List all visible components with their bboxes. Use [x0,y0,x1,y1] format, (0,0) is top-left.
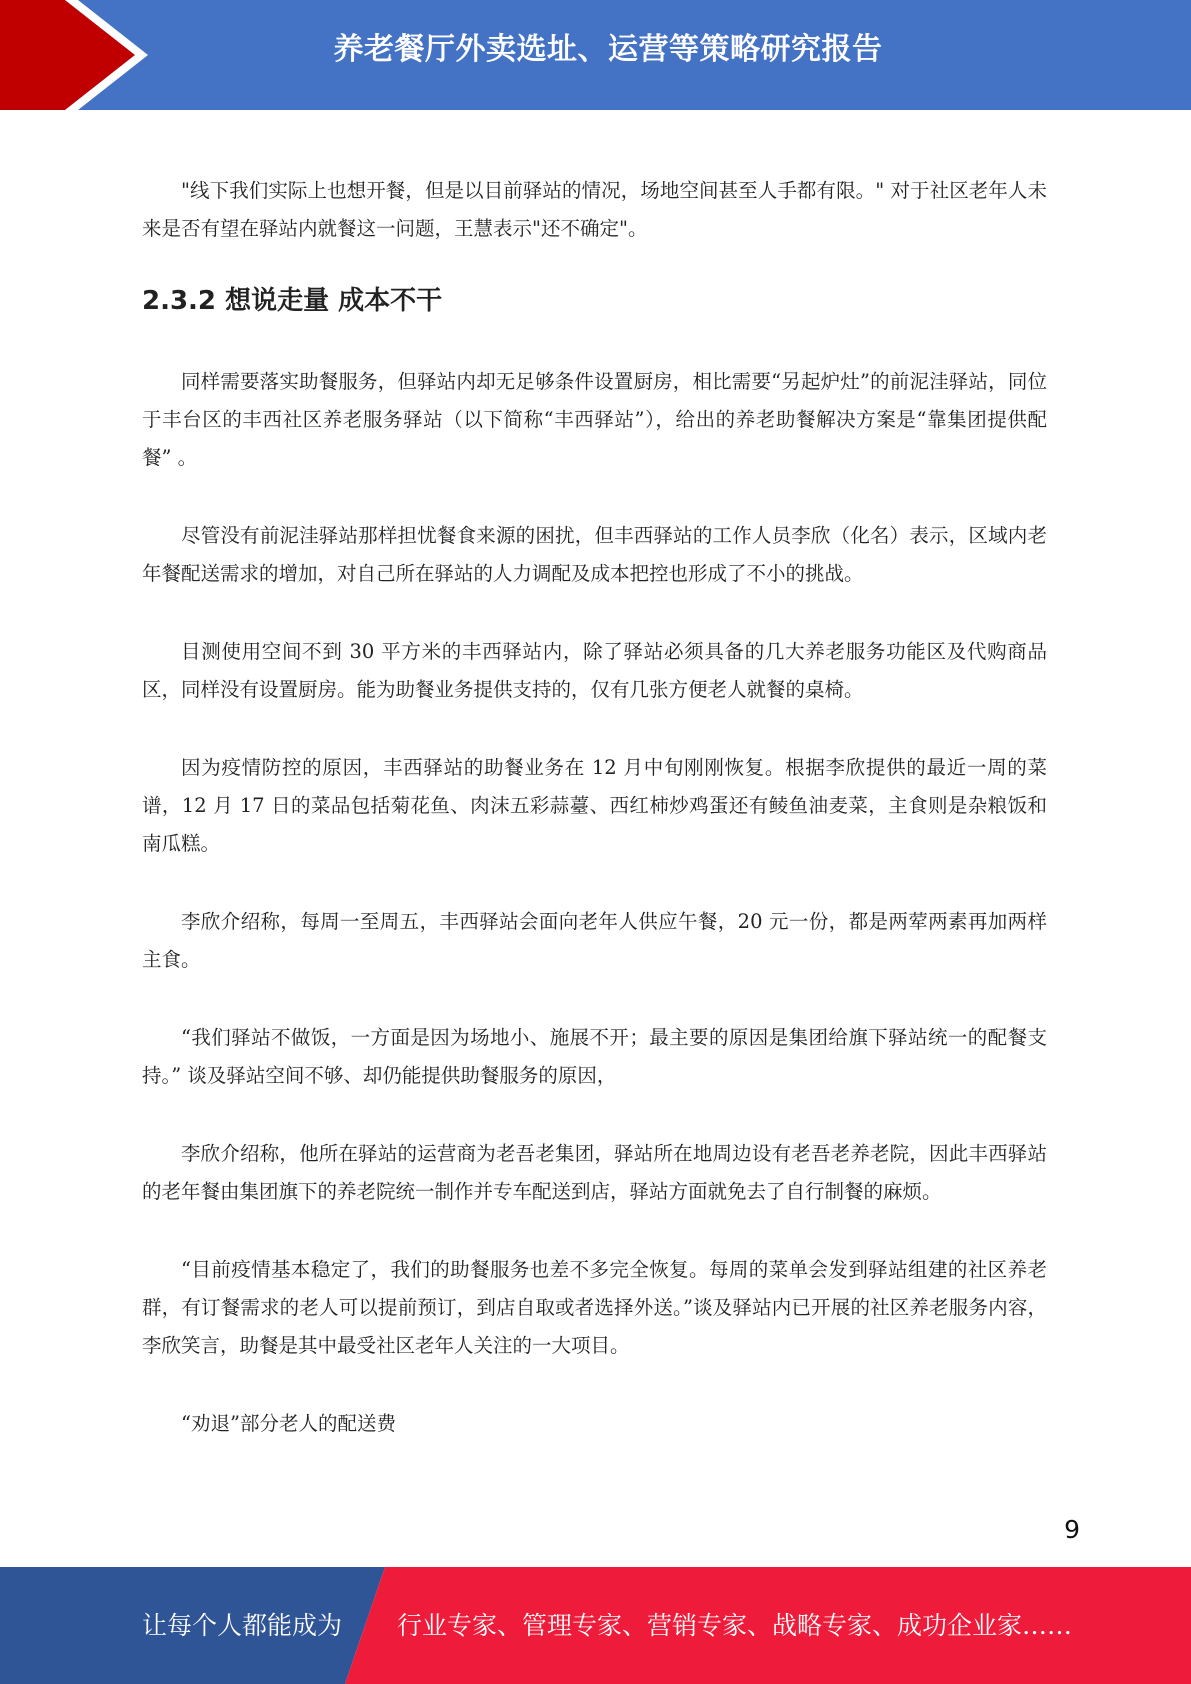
body-paragraph-4: 因为疫情防控的原因，丰西驿站的助餐业务在 12 月中旬刚刚恢复。根据李欣提供的最近一周的菜谱，12 月 17 日的菜品包括菊花鱼、肉沫五彩蒜薹、西红柿炒鸡蛋还有鲮鱼油麦菜，主食则是杂粮饭和南瓜糕。 [142,756,1047,855]
body-paragraph-3: 目测使用空间不到 30 平方米的丰西驿站内，除了驿站必须具备的几大养老服务功能区及代购商品区，同样没有设置厨房。能为助餐业务提供支持的，仅有几张方便老人就餐的桌椅。 [142,640,1047,701]
footer-slogan-right: 行业专家、管理专家、营销专家、战略专家、成功企业家…… [397,1611,1073,1640]
body-paragraph-2: 尽管没有前泥洼驿站那样担忧餐食来源的困扰，但丰西驿站的工作人员李欣（化名）表示，区域内老年餐配送需求的增加，对自己所在驿站的人力调配及成本把控也形成了不小的挑战。 [142,524,1047,585]
body-paragraph-5: 李欣介绍称，每周一至周五，丰西驿站会面向老年人供应午餐，20 元一份，都是两荤两素再加两样主食。 [142,910,1047,971]
body-paragraph-7: 李欣介绍称，他所在驿站的运营商为老吾老集团，驿站所在地周边设有老吾老养老院，因此丰西驿站的老年餐由集团旗下的养老院统一制作并专车配送到店，驿站方面就免去了自行制餐的麻烦。 [142,1142,1047,1203]
page-footer [0,1567,1191,1684]
footer-slogan-left: 让每个人都能成为 [142,1611,343,1640]
intro-paragraph: "线下我们实际上也想开餐，但是以目前驿站的情况，场地空间甚至人手都有限。" 对于社区老年人未来是否有望在驿站内就餐这一问题，王慧表示"还不确定"。 [142,179,1047,240]
subheading-paragraph: “劝退”部分老人的配送费 [181,1412,396,1435]
page-number: 9 [1064,1515,1080,1544]
document-body [142,172,1047,1443]
body-paragraph-6: “我们驿站不做饭，一方面是因为场地小、施展不开；最主要的原因是集团给旗下驿站统一的配餐支持。” 谈及驿站空间不够、却仍能提供助餐服务的原因， [142,1026,1047,1087]
report-title: 养老餐厅外卖选址、运营等策略研究报告 [333,32,883,67]
section-heading: 2.3.2 想说走量 成本不干 [142,286,443,316]
body-paragraph-1: 同样需要落实助餐服务，但驿站内却无足够条件设置厨房，相比需要“另起炉灶”的前泥洼驿站，同位于丰台区的丰西社区养老服务驿站（以下简称“丰西驿站”），给出的养老助餐解决方案是“靠集团提供配餐” 。 [142,370,1047,469]
body-paragraph-8: “目前疫情基本稳定了，我们的助餐服务也差不多完全恢复。每周的菜单会发到驿站组建的社区养老群，有订餐需求的老人可以提前预订，到店自取或者选择外送。”谈及驿站内已开展的社区养老服务内容，李欣笑言，助餐是其中最受社区老年人关注的一大项目。 [142,1258,1047,1357]
page-header [0,0,1191,110]
